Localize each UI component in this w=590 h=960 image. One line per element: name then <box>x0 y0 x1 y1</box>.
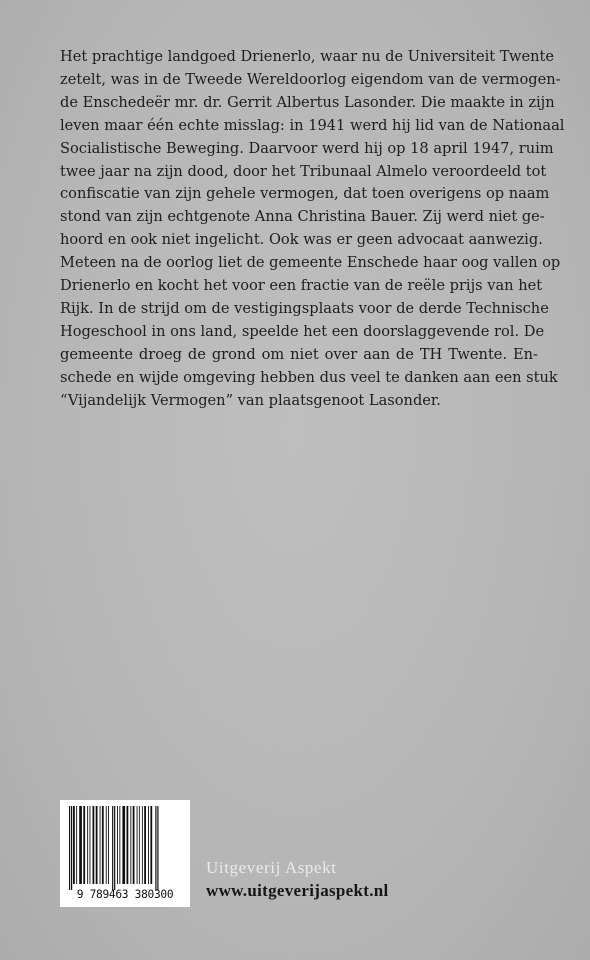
barcode-bar <box>133 806 135 884</box>
barcode-bar <box>87 806 88 884</box>
barcode-guard-bar <box>69 806 70 890</box>
barcode-bar <box>144 806 146 884</box>
barcode-bar <box>102 806 104 884</box>
blurb-line: confiscatie van zijn gehele vermogen, dat toen overigens op naam <box>60 185 550 203</box>
barcode-bar <box>100 806 101 884</box>
barcode-bar <box>139 806 140 884</box>
blurb-line: Hogeschool in ons land, speelde het een doorslaggevende rol. De <box>60 322 545 340</box>
blurb-line: Socialistische Beweging. Daarvoor werd hij op 18 april 1947, ruim <box>60 139 554 157</box>
blurb-line: Rijk. In de strijd om de vestigingsplaats voor de derde Technische <box>60 299 549 317</box>
barcode-guard-bar <box>155 806 156 890</box>
barcode-bar <box>73 806 75 884</box>
barcode-guard-bar <box>157 806 158 890</box>
isbn-digits: 9 789463 380300 <box>76 888 174 901</box>
blurb-line: zetelt, was in de Tweede Wereldoorlog eigendom van de vermogen- <box>60 70 561 88</box>
barcode-bar <box>96 806 98 884</box>
barcode-bar <box>148 806 149 884</box>
barcode-bar <box>130 806 131 884</box>
blurb-line: twee jaar na zijn dood, door het Tribunaal Almelo veroordeeld tot <box>60 162 547 180</box>
barcode-bar <box>150 806 152 884</box>
barcode-bar <box>127 806 129 884</box>
blurb-line: “Vijandelijk Vermogen” van plaatsgenoot Lasonder. <box>60 391 441 409</box>
blurb-line: hoord en ook niet ingelicht. Ook was er geen advocaat aanwezig. <box>60 231 543 249</box>
blurb-line: Meteen na de oorlog liet de gemeente Enschede haar oog vallen op <box>60 254 561 272</box>
blurb-text <box>60 46 565 413</box>
blurb-line: Drienerlo en kocht het voor een fractie van de reële prijs van het <box>60 277 543 295</box>
barcode-bar <box>106 806 107 884</box>
barcode-guard-bar <box>112 806 113 890</box>
barcode-bar <box>76 806 77 884</box>
blurb-line: stond van zijn echtgenote Anna Christina Bauer. Zij werd niet ge- <box>60 208 545 226</box>
barcode-bar <box>119 806 120 884</box>
barcode-bar <box>79 806 82 884</box>
blurb-line: de Enschedeër mr. dr. Gerrit Albertus Lasonder. Die maakte in zijn <box>60 93 555 111</box>
publisher-website: www.uitgeverijaspekt.nl <box>206 881 389 900</box>
isbn-barcode <box>60 800 190 907</box>
barcode-bar <box>142 806 143 884</box>
barcode-bar <box>117 806 118 884</box>
blurb-line: gemeente droeg de grond om niet over aan de TH Twente. En- <box>60 345 538 363</box>
barcode-bar <box>90 806 91 884</box>
barcode-guard-bar <box>114 806 115 890</box>
barcode-bar <box>108 806 109 884</box>
barcode-bar <box>93 806 95 884</box>
barcode-bar <box>137 806 138 884</box>
barcode-bar <box>122 806 125 884</box>
barcode-bars <box>60 800 190 890</box>
barcode-bar <box>83 806 85 884</box>
blurb-line: Het prachtige landgoed Drienerlo, waar nu de Universiteit Twente <box>60 48 555 65</box>
publisher-name: Uitgeverij Aspekt <box>206 858 337 877</box>
blurb-line: leven maar één echte misslag: in 1941 werd hij lid van de Nationaal <box>60 116 565 134</box>
blurb-line: schede en wijde omgeving hebben dus veel te danken aan een stuk <box>60 368 558 386</box>
barcode-guard-bar <box>71 806 72 890</box>
